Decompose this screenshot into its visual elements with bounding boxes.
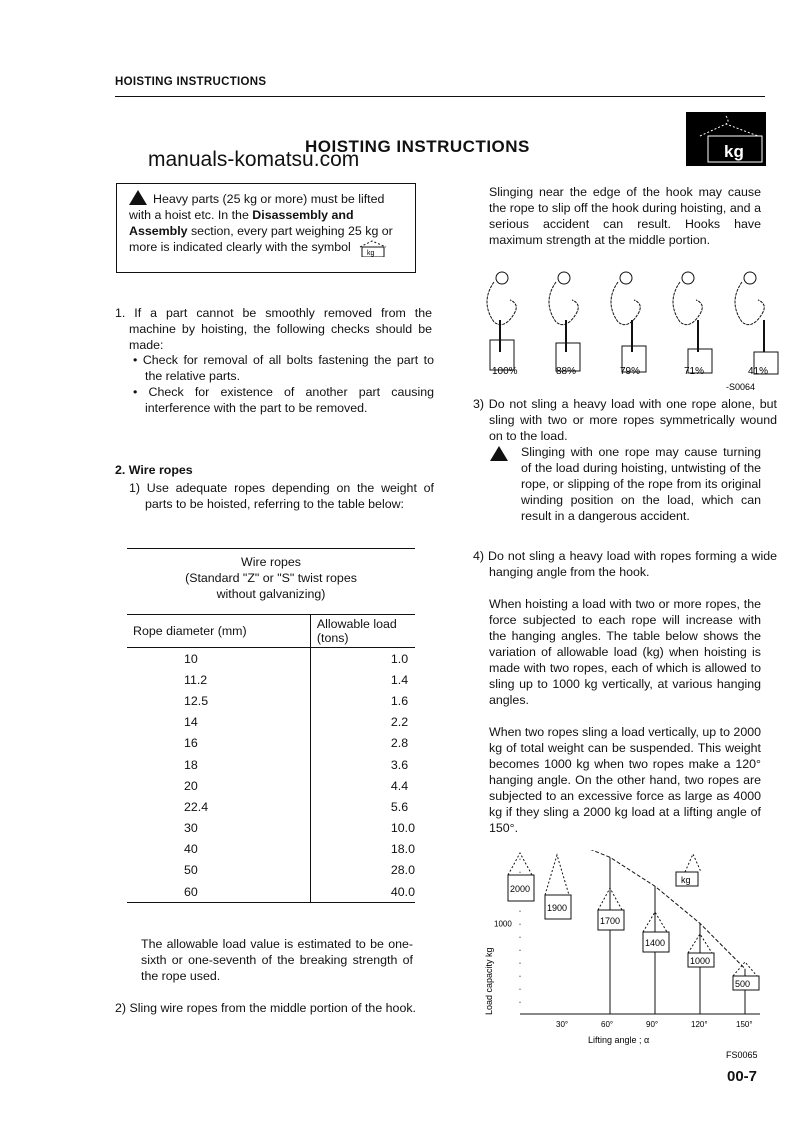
wire-rope-table: Wire ropes (Standard "Z" or "S" twist ropes without galvanizing) Rope diameter (mm) Allowable load (tons) 10 1.0 11.2 1.4 12.5 1.6 14 2.2 16 2.8 18 3.6 20 4.4 22.4 5.6 30 10.0 40 18.0 50 28.0 60 40.0 (127, 548, 415, 905)
load-label: 1700 (600, 916, 621, 926)
rope-diameter: 50 (184, 863, 198, 878)
allowable-load: 2.8 (310, 733, 415, 754)
item-4-para-b: When two ropes sling a load vertically, up to 2000 kg of total weight can be suspended. This weight becomes 1000 kg when two ropes make a 120° hanging angle. On the other hand, two ropes are subjected to an excessive force as large as 4000 kg if they sling a 2000 kg load at a lifting angle of 150°. (489, 725, 761, 835)
watermark: manuals-komatsu.com (148, 148, 360, 171)
hook-diagram (480, 262, 780, 397)
item-4-para-a: When hoisting a load with two or more ropes, the force subjected to each rope will increase with the hanging angles. The table below shows the variation of allowable load (kg) when hoisting is made with two ropes, each of which is allowed to sling up to 1000 kg vertically, at various hanging angles. (489, 597, 761, 707)
allowable-load: 28.0 (310, 860, 415, 881)
warning-icon (129, 190, 147, 205)
item-3-warning: Slinging with one rope may cause turning of the load during hoisting, untwisting of the rope, or slipping of the rope from its original winding position on the load, which can result in a dangerous accident. (521, 445, 761, 523)
svg-text:kg: kg (367, 250, 375, 257)
kg-symbol-icon (685, 854, 701, 872)
table-row (127, 733, 415, 754)
load-capacity-chart (480, 850, 780, 1065)
x-axis-label: Lifting angle ; α (588, 1035, 650, 1045)
table-row (127, 839, 415, 860)
table-row (127, 775, 415, 796)
allowable-load: 1.4 (310, 669, 415, 690)
table-row (127, 690, 415, 711)
x-tick-label: 150° (736, 1020, 753, 1029)
allowable-load: 1.0 (310, 648, 415, 670)
load-label: 2000 (510, 884, 531, 894)
allowable-load-note: The allowable load value is estimated to be one-sixth or one-seventh of the breaking strength of the rope used. (141, 937, 413, 983)
hook-icon (611, 272, 646, 372)
figure-id: -S0064 (726, 382, 756, 392)
allowable-load: 2.2 (310, 712, 415, 733)
allowable-load: 10.0 (310, 818, 415, 839)
hook-icon (549, 272, 580, 371)
kg-symbol-icon (354, 239, 388, 257)
header-rule (115, 96, 765, 97)
table-row (127, 754, 415, 775)
hook-icon (735, 272, 778, 374)
figure-id: FS0065 (726, 1050, 758, 1060)
table-row (127, 881, 415, 903)
kg-legend-label: kg (681, 875, 691, 885)
load-label: 500 (735, 979, 751, 989)
table-row (127, 860, 415, 881)
load-label: 1000 (690, 956, 711, 966)
table-row (127, 712, 415, 733)
page-title: HOISTING INSTRUCTIONS (305, 137, 530, 156)
item-1: 1. If a part cannot be smoothly removed from the machine by hoisting, the following checks should be made: (115, 306, 432, 352)
x-tick-label: 120° (691, 1020, 708, 1029)
running-header: HOISTING INSTRUCTIONS (115, 76, 267, 88)
rope-icon (545, 855, 569, 895)
item-2-1: 1) Use adequate ropes depending on the weight of parts to be hoisted, referring to the table below: (129, 481, 434, 511)
rope-diameter: 22.4 (184, 799, 209, 814)
y-axis-label: Load capacity kg (484, 947, 494, 1015)
table-row (127, 648, 415, 670)
rope-diameter: 16 (184, 736, 198, 751)
table-row (127, 818, 415, 839)
section-wire-ropes: 2. Wire ropes (115, 463, 193, 477)
allowable-load: 4.4 (310, 775, 415, 796)
hook-strength-label: 79% (620, 366, 641, 377)
y-tick-label: 1000 (494, 919, 512, 929)
rope-diameter: 11.2 (184, 672, 208, 687)
hook-strength-label: 100% (492, 366, 518, 377)
page-number: 00-7 (727, 1068, 758, 1085)
allowable-load: 5.6 (310, 796, 415, 817)
rope-diameter: 10 (184, 651, 198, 666)
x-tick-label: 30° (556, 1020, 569, 1029)
rope-diameter: 12.5 (184, 693, 209, 708)
rope-diameter: 18 (184, 757, 198, 772)
rope-diameter: 30 (184, 821, 198, 836)
load-label: 1400 (645, 938, 666, 948)
hook-strength-label: 41% (748, 366, 769, 377)
item-2-2: 2) Sling wire ropes from the middle portion of the hook. (115, 1001, 416, 1015)
allowable-load: 3.6 (310, 754, 415, 775)
allowable-load: 40.0 (310, 881, 415, 903)
load-label: 1900 (547, 903, 568, 913)
col-header-load: Allowable load (tons) (310, 615, 415, 648)
allowable-load: 1.6 (310, 690, 415, 711)
hook-icon (673, 272, 712, 373)
bullet-1: • Check for removal of all bolts fastening the part to the relative parts. (133, 353, 435, 383)
rope-diameter: 60 (184, 884, 198, 899)
hook-edge-paragraph: Slinging near the edge of the hook may cause the rope to slip off the hook during hoisting, and a serious accident can result. Hooks have maximum strength at the middle portion. (489, 185, 761, 247)
kg-symbol-icon (686, 112, 766, 166)
warning-box: Heavy parts (25 kg or more) must be lifted with a hoist etc. In the Disassembly and Assembly section, every part weighing 25 kg or more is indicated clearly with the symbol kg (116, 183, 416, 273)
x-tick-label: 90° (646, 1020, 659, 1029)
svg-text:kg: kg (724, 142, 744, 161)
rope-diameter: 14 (184, 715, 198, 730)
hook-icon (487, 272, 516, 370)
table-row (127, 669, 415, 690)
rope-icon (508, 853, 532, 875)
hook-strength-label: 88% (556, 366, 577, 377)
warning-icon (490, 446, 514, 462)
allowable-load: 18.0 (310, 839, 415, 860)
rope-diameter: 20 (184, 778, 198, 793)
table-row (127, 796, 415, 817)
x-tick-label: 60° (601, 1020, 614, 1029)
hook-strength-label: 71% (684, 366, 705, 377)
item-4: 4) Do not sling a heavy load with ropes forming a wide hanging angle from the hook. (473, 549, 777, 579)
bullet-2: • Check for existence of another part causing interference with the part to be removed. (133, 385, 435, 415)
col-header-diameter: Rope diameter (mm) (133, 624, 247, 638)
item-3: 3) Do not sling a heavy load with one rope alone, but sling with two or more ropes symmetrically wound on to the load. (473, 397, 777, 443)
rope-diameter: 40 (184, 842, 198, 857)
